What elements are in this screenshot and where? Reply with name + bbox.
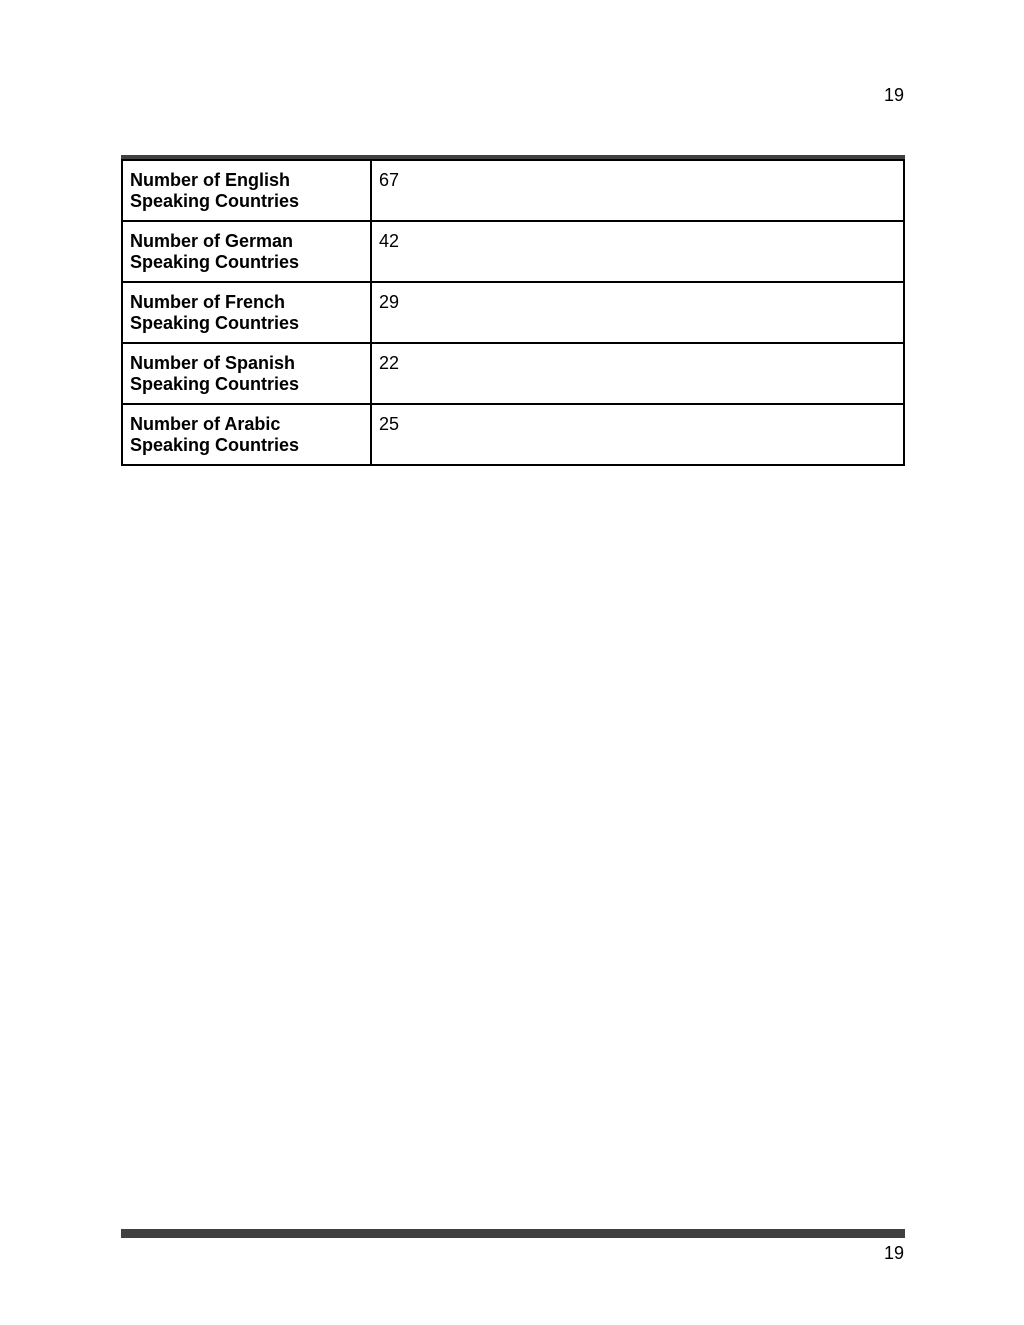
row-label: Number of German Speaking Countries: [122, 221, 371, 282]
row-value: 22: [371, 343, 904, 404]
footer-rule: [121, 1229, 905, 1238]
table-row: [122, 282, 904, 343]
row-value: 25: [371, 404, 904, 465]
table-row: [122, 404, 904, 465]
row-label: Number of English Speaking Countries: [122, 160, 371, 221]
row-label: Number of French Speaking Countries: [122, 282, 371, 343]
row-value: 29: [371, 282, 904, 343]
row-label: Number of Arabic Speaking Countries: [122, 404, 371, 465]
row-label: Number of Spanish Speaking Countries: [122, 343, 371, 404]
table-row: [122, 343, 904, 404]
page-number-bottom: 19: [883, 1243, 904, 1263]
row-value: 67: [371, 160, 904, 221]
language-countries-table: [121, 159, 905, 466]
table-row: [122, 221, 904, 282]
row-value: 42: [371, 221, 904, 282]
table-row: [122, 160, 904, 221]
page-number-top: 19: [883, 85, 904, 105]
